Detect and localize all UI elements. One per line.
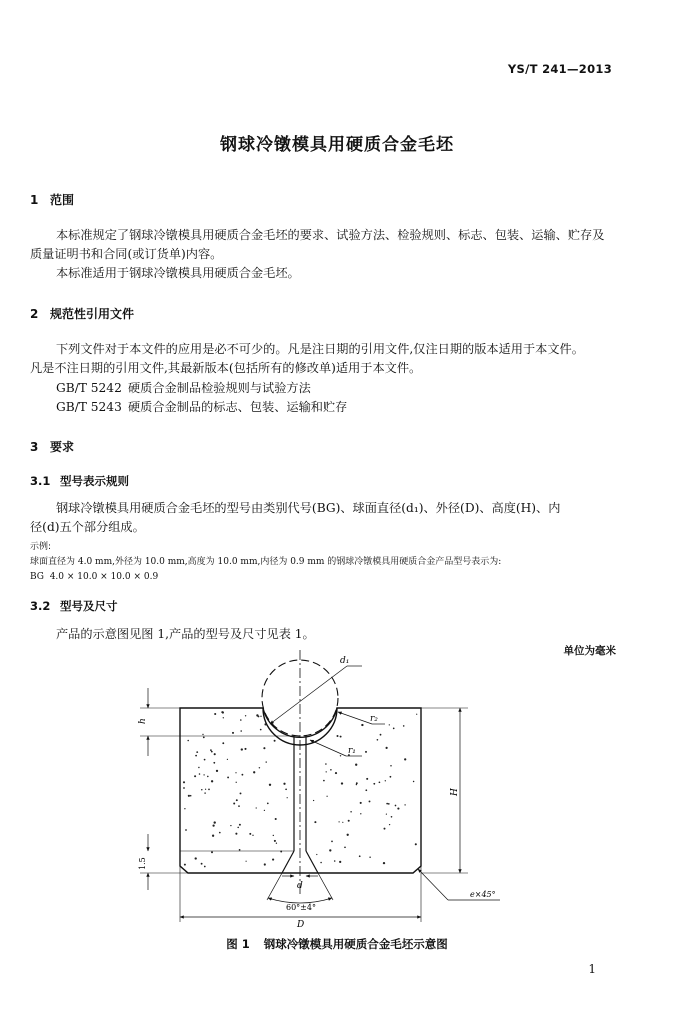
texture-dot — [266, 761, 267, 762]
texture-dot — [196, 751, 198, 753]
texture-dot — [235, 772, 236, 773]
texture-dot — [235, 833, 237, 835]
texture-dot — [379, 781, 381, 783]
texture-dot — [369, 856, 370, 857]
texture-dot — [341, 782, 343, 784]
texture-dot — [214, 821, 216, 823]
reference-item — [56, 398, 347, 417]
texture-dot — [269, 784, 271, 786]
texture-dot — [373, 783, 375, 785]
texture-dot — [211, 751, 213, 753]
texture-dot — [187, 740, 189, 742]
texture-dot — [390, 765, 392, 767]
texture-dot — [190, 795, 192, 797]
section-title: 范围 — [50, 193, 75, 207]
texture-dot — [211, 851, 213, 853]
texture-dot — [267, 803, 269, 805]
texture-dot — [241, 774, 243, 776]
texture-dot — [260, 716, 261, 717]
page-number: 1 — [588, 962, 596, 976]
texture-dot — [389, 824, 390, 825]
texture-dot — [244, 748, 246, 750]
texture-dot — [395, 805, 397, 807]
s1-paragraph-1-line-2: 质量证明书和合同(或订货单)内容。 — [30, 247, 223, 261]
label-D: D — [297, 920, 305, 930]
texture-dot — [212, 835, 214, 837]
texture-dot — [263, 747, 265, 749]
texture-dot — [207, 776, 209, 778]
section-3-1-heading — [30, 473, 129, 489]
texture-dot — [203, 737, 205, 739]
texture-dot — [223, 717, 224, 718]
texture-dot — [285, 788, 287, 790]
texture-dot — [188, 795, 190, 797]
texture-dot — [201, 863, 203, 865]
example-label: 示例: — [30, 542, 52, 552]
label-H: H — [450, 788, 460, 796]
texture-dot — [360, 813, 361, 814]
texture-dot — [313, 800, 314, 801]
texture-dot — [383, 862, 385, 864]
subsection-number: 3.1 — [30, 474, 51, 488]
label-angle: 60°±4° — [286, 903, 316, 912]
texture-dot — [195, 857, 197, 859]
section-title: 规范性引用文件 — [50, 307, 135, 321]
label-chamfer: e×45° — [470, 890, 496, 899]
texture-dot — [205, 789, 206, 790]
texture-dot — [338, 821, 339, 822]
texture-dot — [404, 804, 405, 805]
texture-dot — [386, 747, 388, 749]
texture-dot — [415, 843, 417, 845]
s3-1-paragraph-line-1: 钢球冷镦模具用硬质合金毛坯的型号由类别代号(BG)、球面直径(d₁)、外径(D)、高度(H)、内 — [56, 501, 561, 515]
texture-dot — [264, 863, 266, 865]
s3-1-paragraph-line-2: 径(d)五个部分组成。 — [30, 520, 145, 534]
texture-dot — [413, 781, 414, 782]
label-h: h — [138, 718, 148, 724]
texture-dot — [204, 866, 206, 868]
texture-dot — [213, 762, 215, 764]
texture-dot — [360, 802, 362, 804]
texture-dot — [236, 782, 237, 783]
label-r2: r₂ — [370, 714, 378, 724]
texture-dot — [258, 716, 260, 718]
texture-dot — [326, 771, 327, 772]
texture-dot — [272, 859, 274, 861]
label-d1: d₁ — [340, 656, 350, 666]
reference-title: 硬质合金制品检验规则与试验方法 — [128, 381, 311, 395]
section-title: 要求 — [50, 440, 75, 454]
texture-dot — [391, 816, 393, 818]
texture-dot — [386, 803, 388, 805]
section-1-heading — [30, 191, 74, 208]
section-3-2-heading — [30, 598, 118, 614]
texture-dot — [183, 781, 185, 783]
texture-dot — [365, 789, 367, 791]
texture-dot — [239, 849, 241, 851]
s2-paragraph-line-2: 凡是不注日期的引用文件,其最新版本(包括所有的修改单)适用于本文件。 — [30, 361, 422, 375]
texture-dot — [252, 835, 253, 836]
texture-dot — [241, 748, 243, 750]
texture-dot — [240, 719, 242, 721]
section-3-heading — [30, 438, 74, 455]
texture-dot — [335, 772, 337, 774]
reference-code: GB/T 5243 — [56, 400, 122, 414]
section-number: 2 — [30, 307, 39, 321]
texture-dot — [195, 755, 197, 757]
texture-dot — [350, 811, 352, 813]
texture-dot — [325, 763, 327, 765]
section-number: 3 — [30, 440, 39, 454]
texture-dot — [366, 778, 368, 780]
texture-dot — [359, 855, 361, 857]
standard-number: YS/T 241—2013 — [507, 62, 612, 76]
texture-dot — [245, 715, 246, 716]
texture-dot — [214, 753, 216, 755]
texture-dot — [227, 776, 229, 778]
texture-dot — [389, 724, 390, 725]
texture-dot — [273, 835, 274, 836]
texture-dot — [334, 860, 336, 862]
texture-dot — [330, 769, 332, 771]
texture-dot — [216, 770, 218, 772]
label-1-5: 1.5 — [138, 857, 147, 870]
texture-dot — [339, 861, 341, 863]
texture-dot — [283, 783, 285, 785]
texture-dot — [240, 730, 242, 732]
texture-dot — [320, 862, 322, 864]
texture-dot — [384, 828, 386, 830]
texture-dot — [212, 824, 214, 826]
texture-dot — [204, 792, 205, 793]
s2-paragraph-line-1: 下列文件对于本文件的应用是必不可少的。凡是注日期的引用文件,仅注日期的版本适用于本文件。 — [56, 342, 584, 356]
texture-dot — [386, 814, 387, 815]
texture-dot — [380, 734, 382, 736]
texture-dot — [393, 728, 395, 730]
figure-number: 图 1 — [226, 937, 250, 951]
reference-code: GB/T 5242 — [56, 381, 122, 395]
texture-dot — [264, 810, 265, 811]
texture-dot — [183, 787, 185, 789]
texture-dot — [274, 840, 276, 842]
texture-dot — [361, 724, 363, 726]
unit-note: 单位为毫米 — [563, 645, 616, 657]
figure-caption — [0, 936, 674, 952]
texture-dot — [340, 755, 341, 756]
example-line-2: BG 4.0 × 10.0 × 10.0 × 0.9 — [30, 572, 159, 582]
texture-dot — [388, 803, 390, 805]
section-number: 1 — [30, 193, 39, 207]
document-title: 钢球冷镦模具用硬质合金毛坯 — [220, 135, 454, 155]
texture-dot — [253, 771, 255, 773]
texture-dot — [259, 767, 260, 768]
reference-item — [56, 379, 311, 398]
texture-dot — [404, 758, 406, 760]
texture-dot — [326, 796, 327, 797]
s3-2-paragraph: 产品的示意图见图 1,产品的型号及尺寸见表 1。 — [56, 627, 315, 641]
texture-dot — [331, 841, 333, 843]
s1-paragraph-2: 本标准适用于钢球冷镦模具用硬质合金毛坯。 — [56, 266, 300, 280]
subsection-number: 3.2 — [30, 599, 51, 613]
texture-dot — [336, 735, 338, 737]
texture-dot — [276, 843, 277, 844]
texture-dot — [365, 751, 367, 753]
texture-dot — [194, 775, 196, 777]
figure-caption-text: 钢球冷镦模具用硬质合金毛坯示意图 — [263, 937, 448, 951]
texture-dot — [275, 818, 277, 820]
texture-dot — [222, 742, 224, 744]
texture-dot — [237, 827, 239, 829]
texture-dot — [222, 711, 224, 713]
s1-paragraph-1-line-1: 本标准规定了钢球冷镦模具用硬质合金毛坯的要求、试验方法、检验规则、标志、包装、运输、贮存及 — [56, 228, 605, 242]
texture-dot — [239, 824, 241, 826]
texture-dot — [385, 780, 386, 781]
texture-dot — [199, 773, 201, 775]
texture-dot — [184, 864, 186, 866]
texture-dot — [348, 820, 350, 822]
texture-dot — [344, 846, 346, 848]
texture-dot — [403, 725, 405, 727]
subsection-title: 型号表示规则 — [60, 474, 129, 488]
texture-dot — [238, 805, 240, 807]
texture-dot — [214, 713, 216, 715]
texture-dot — [340, 736, 342, 738]
texture-dot — [260, 729, 262, 731]
texture-dot — [316, 854, 317, 855]
countersink-right — [306, 851, 318, 873]
texture-dot — [397, 808, 399, 810]
label-d: d — [297, 881, 303, 891]
texture-dot — [211, 780, 213, 782]
example-line-1: 球面直径为 4.0 mm,外径为 10.0 mm,高度为 10.0 mm,内径为 0.9 mm 的钢球冷镦模具用硬质合金产品型号表示为: — [30, 557, 502, 567]
texture-dot — [342, 822, 343, 823]
texture-dot — [390, 776, 392, 778]
texture-dot — [227, 759, 228, 760]
texture-dot — [280, 851, 282, 853]
texture-dot — [369, 800, 371, 802]
texture-dot — [208, 789, 210, 791]
figure-1-diagram — [0, 650, 674, 930]
texture-dot — [416, 714, 417, 715]
texture-dot — [201, 789, 202, 790]
reference-title: 硬质合金制品的标志、包装、运输和贮存 — [128, 400, 348, 414]
texture-dot — [355, 764, 357, 766]
texture-dot — [377, 739, 379, 741]
texture-dot — [184, 808, 185, 809]
texture-dot — [198, 767, 199, 768]
texture-dot — [240, 792, 242, 794]
subsection-title: 型号及尺寸 — [60, 599, 118, 613]
texture-dot — [356, 784, 358, 786]
texture-dot — [233, 803, 235, 805]
texture-dot — [232, 732, 234, 734]
texture-dot — [219, 832, 221, 834]
texture-dot — [246, 861, 247, 862]
label-r1: r₁ — [348, 746, 356, 756]
texture-dot — [256, 807, 257, 808]
texture-dot — [287, 797, 288, 798]
texture-dot — [230, 825, 231, 826]
texture-dot — [274, 740, 276, 742]
texture-dot — [210, 749, 212, 751]
texture-dot — [264, 723, 266, 725]
texture-dot — [204, 759, 206, 761]
texture-dot — [329, 849, 331, 851]
section-2-heading — [30, 305, 134, 322]
blank-body-outline — [180, 708, 421, 873]
texture-dot — [203, 774, 204, 775]
texture-dot — [314, 821, 316, 823]
texture-dot — [347, 834, 349, 836]
texture-dot — [323, 780, 325, 782]
texture-dot — [236, 799, 238, 801]
texture-dot — [185, 829, 187, 831]
countersink-left — [282, 851, 294, 873]
texture-dot — [202, 734, 203, 735]
texture-dot — [249, 833, 251, 835]
